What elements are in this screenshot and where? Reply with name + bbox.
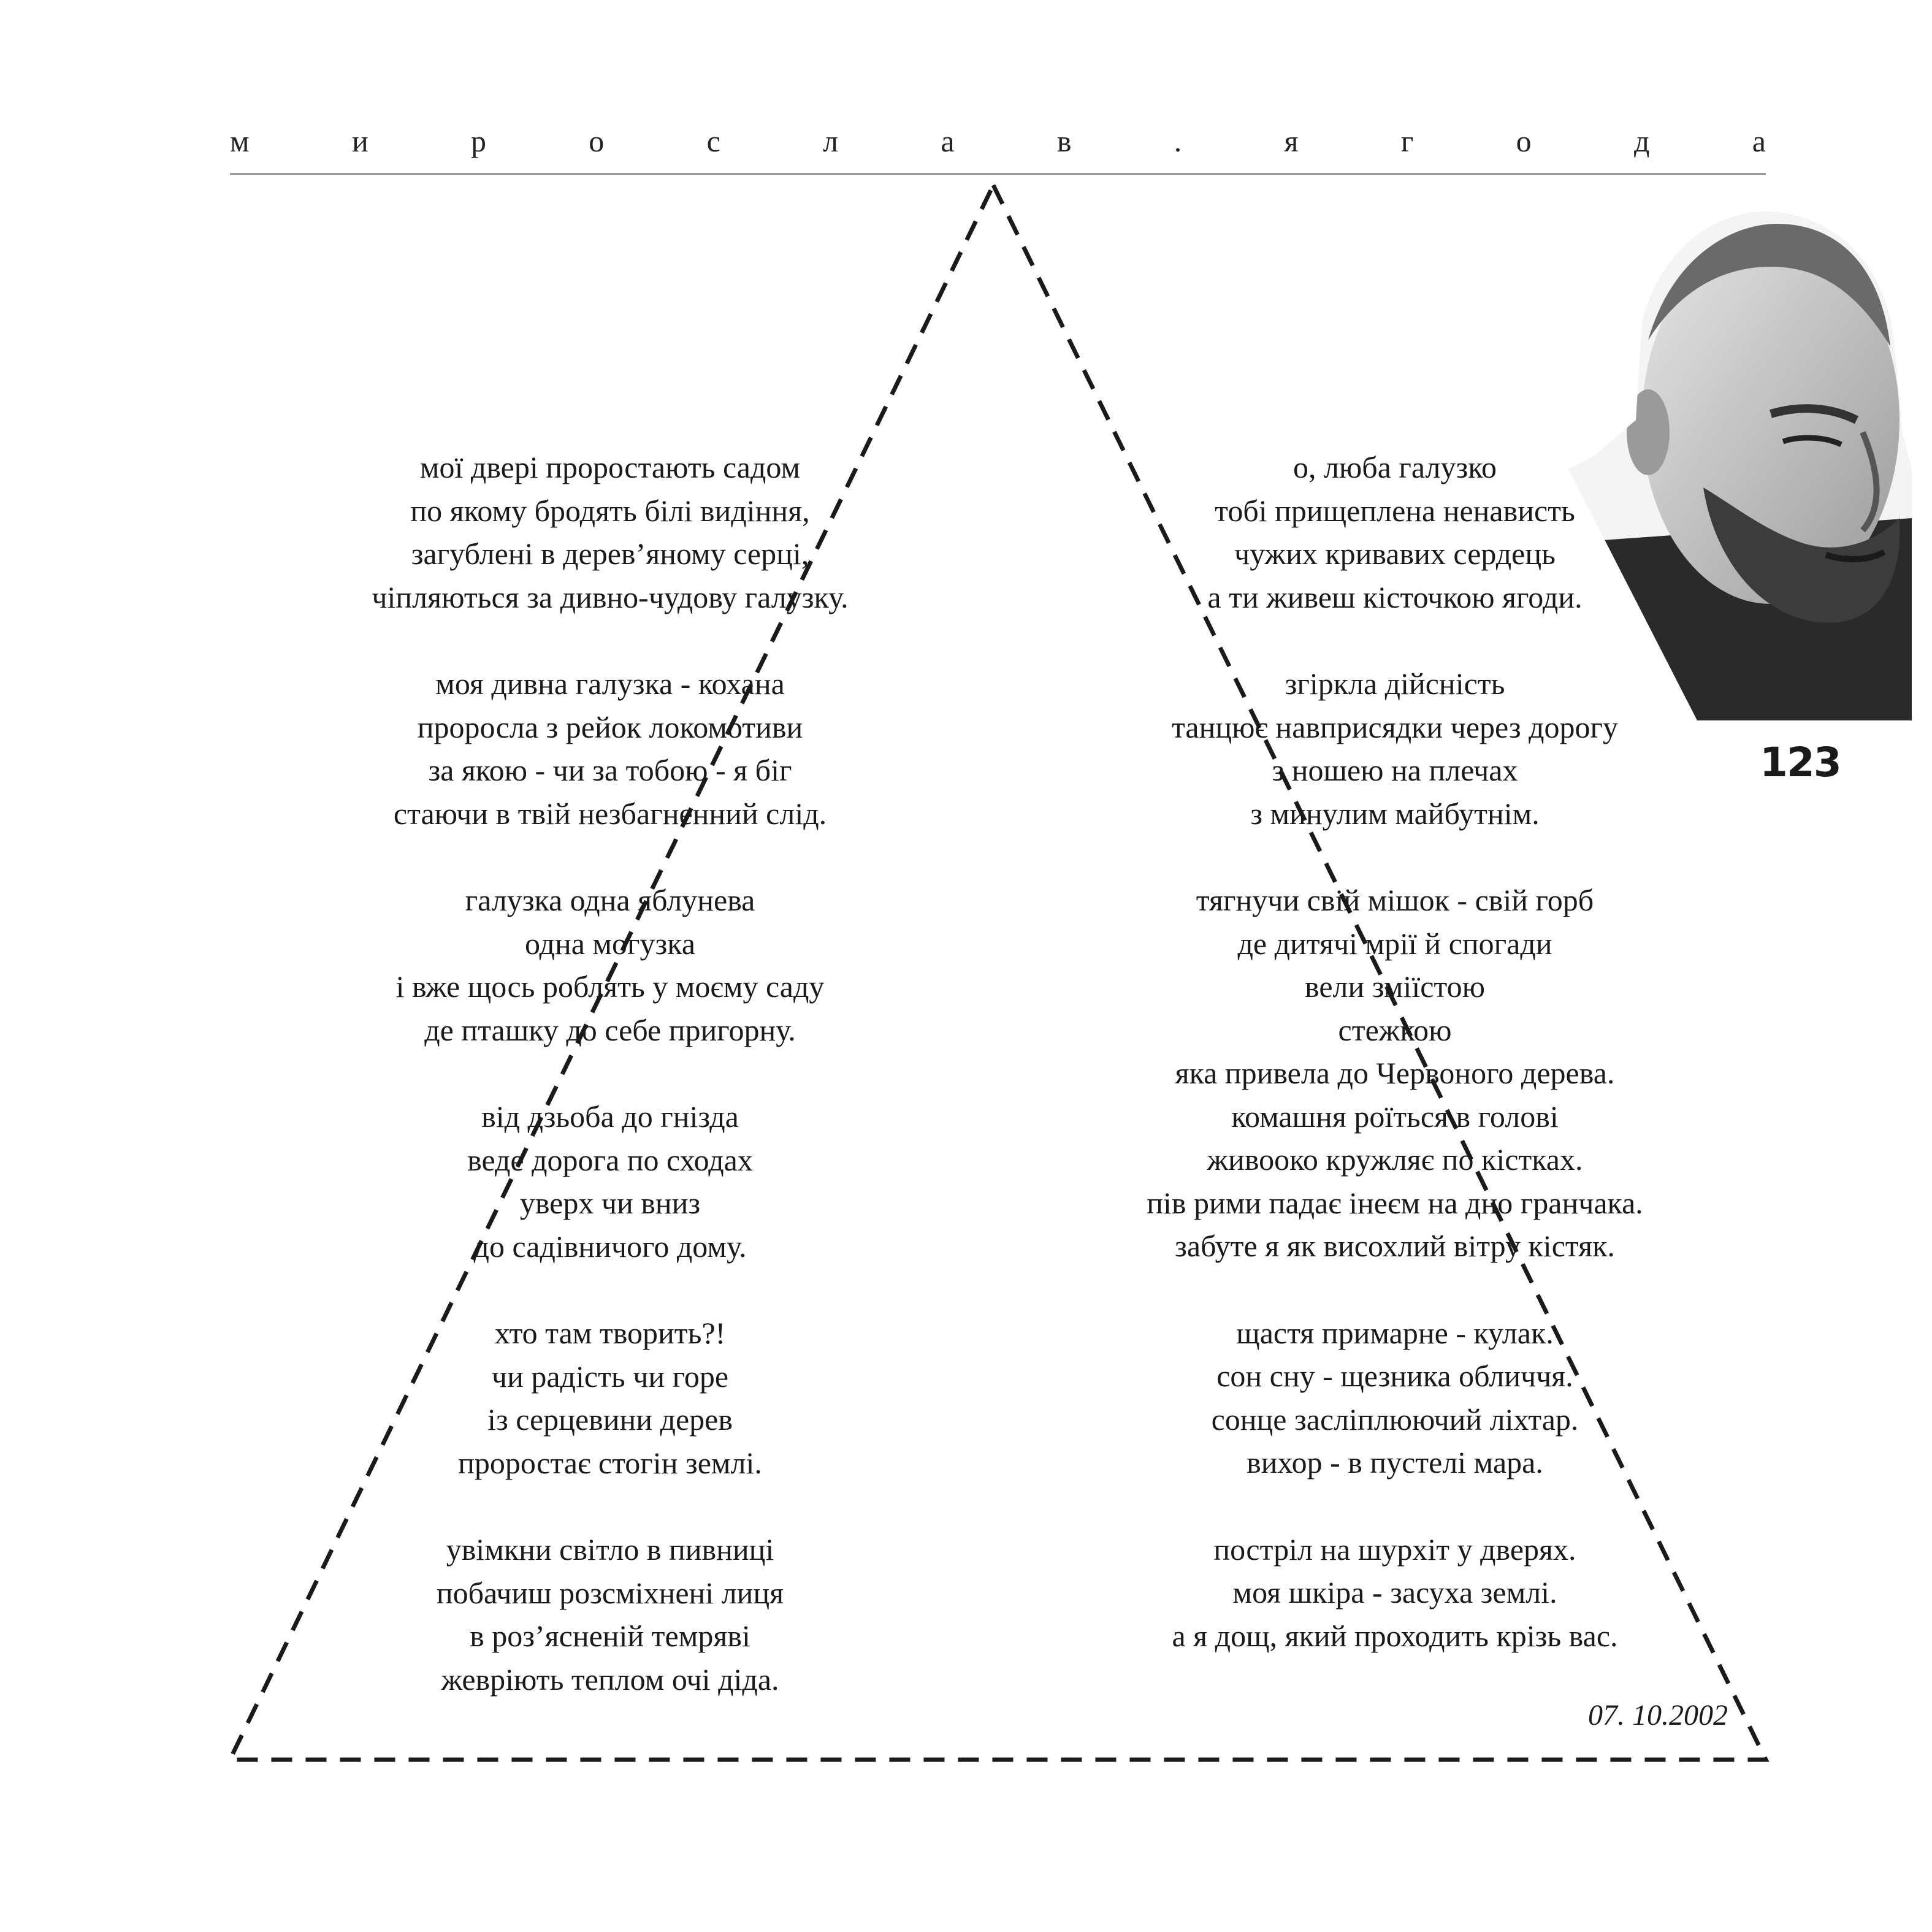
author-letter: о (589, 124, 605, 158)
author-letter: и (351, 124, 368, 158)
poem-line: із серцевини дерев (487, 1402, 733, 1437)
poem-line: а я дощ, який проходить крізь вас. (1172, 1618, 1618, 1653)
poem-line: в роз’ясненій темряві (470, 1619, 750, 1653)
poem-line: моя шкіра - засуха землі. (1232, 1575, 1557, 1609)
poem-line: комашня роїться в голові (1231, 1099, 1559, 1134)
author-letter: с (706, 124, 720, 158)
author-letter: р (471, 124, 486, 158)
author-letter: . (1174, 124, 1182, 158)
right-stanza (1042, 879, 1747, 1268)
poem-line: чужих кривавих сердець (1234, 536, 1556, 571)
poem-line: веде дорога по сходах (467, 1142, 753, 1177)
poem-line: згіркла дійсність (1285, 666, 1505, 701)
poem-line: о, люба галузко (1292, 450, 1497, 484)
poem-line: сон сну - щезника обличчя. (1216, 1359, 1573, 1393)
poem-line: до садівничого дому. (473, 1229, 747, 1264)
poem-line: постріл на шурхіт у дверях. (1213, 1532, 1576, 1567)
author-letter: д (1633, 124, 1650, 158)
author-letter: м (230, 124, 250, 158)
right-stanza (1042, 1312, 1747, 1484)
poem-line: від дзьоба до гнізда (481, 1099, 739, 1134)
poem-line: одна могузка (524, 926, 696, 961)
poem-line: за якою - чи за тобою - я біг (428, 753, 792, 787)
poem-line: галузка одна яблунева (465, 883, 755, 917)
left-stanza (319, 1312, 901, 1484)
poem-line: яка привела до Червоного дерева. (1175, 1056, 1615, 1090)
poem-line: з ношею на плечах (1272, 753, 1518, 787)
author-letter: о (1516, 124, 1532, 158)
poem-line: забуте я як висохлий вітру кістяк. (1175, 1229, 1615, 1263)
poem-left-column (319, 446, 901, 1744)
poem-line: проросла з рейок локомотиви (417, 709, 803, 744)
poem-line: стежкою (1338, 1012, 1452, 1047)
right-stanza (1042, 1528, 1747, 1658)
poem-line: чіпляються за дивно-чудову галузку. (372, 579, 849, 614)
author-letter: л (823, 124, 839, 158)
author-letter: я (1284, 124, 1299, 158)
page-number: 123 (1760, 739, 1841, 786)
left-stanza (319, 1095, 901, 1268)
left-stanza (319, 446, 901, 619)
poem-line: де дитячі мрії й спогади (1237, 926, 1552, 961)
author-letter: а (941, 124, 955, 158)
poem-line: де пташку до себе пригорну. (424, 1012, 796, 1047)
poem-line: жеврiють теплом очі діда. (441, 1662, 779, 1697)
author-letter: а (1752, 124, 1766, 158)
left-stanza (319, 879, 901, 1052)
poem-line: а ти живеш кісточкою ягоди. (1207, 579, 1583, 614)
poem-line: чи радість чи горе (491, 1359, 729, 1394)
poem-line: з минулим майбутнім. (1250, 796, 1540, 831)
left-stanza (319, 662, 901, 835)
poem-line: пів рими падає інеєм на дно гранчака. (1147, 1185, 1643, 1220)
author-portrait-image (1568, 199, 1912, 720)
poem-line: побачиш розсміхнені лиця (436, 1575, 784, 1610)
poem-line: сонце засліплюючий ліхтар. (1211, 1402, 1579, 1437)
poem-line: увімкни світло в пивниці (446, 1532, 774, 1567)
poem-line: і вже щось роблять у моєму саду (395, 969, 825, 1004)
poem-line: тягнучи свій мішок - свій горб (1196, 883, 1594, 917)
poem-line: мої двері проростають садом (419, 450, 801, 484)
poem-line: уверх чи вниз (519, 1186, 701, 1220)
poem-line: проростає стогін землі. (458, 1445, 762, 1480)
poem-line: танцює навприсядки через дорогу (1171, 709, 1619, 744)
poem-line: моя дивна галузка - кохана (435, 666, 785, 701)
author-letter: г (1400, 124, 1414, 158)
poem-line: живооко кружляє по кістках. (1207, 1142, 1583, 1177)
poem-line: стаючи в твій незбагненний слід. (393, 796, 827, 831)
author-letter: в (1056, 124, 1072, 158)
poem-line: вели зміїстою (1305, 969, 1485, 1004)
poem-line: тобі прищеплена ненависть (1215, 493, 1575, 528)
poem-line: хто там творить?! (494, 1316, 726, 1350)
poem-line: загублені в дерев’яному серці, (411, 536, 809, 571)
poem-line: вихор - в пустелі мара. (1247, 1445, 1543, 1480)
poem-line: щастя примарне - кулак. (1236, 1315, 1554, 1350)
poem-line: по якому бродять білі видіння, (410, 493, 810, 528)
poem-date: 07. 10.2002 (1588, 1699, 1728, 1732)
left-stanza (319, 1528, 901, 1701)
